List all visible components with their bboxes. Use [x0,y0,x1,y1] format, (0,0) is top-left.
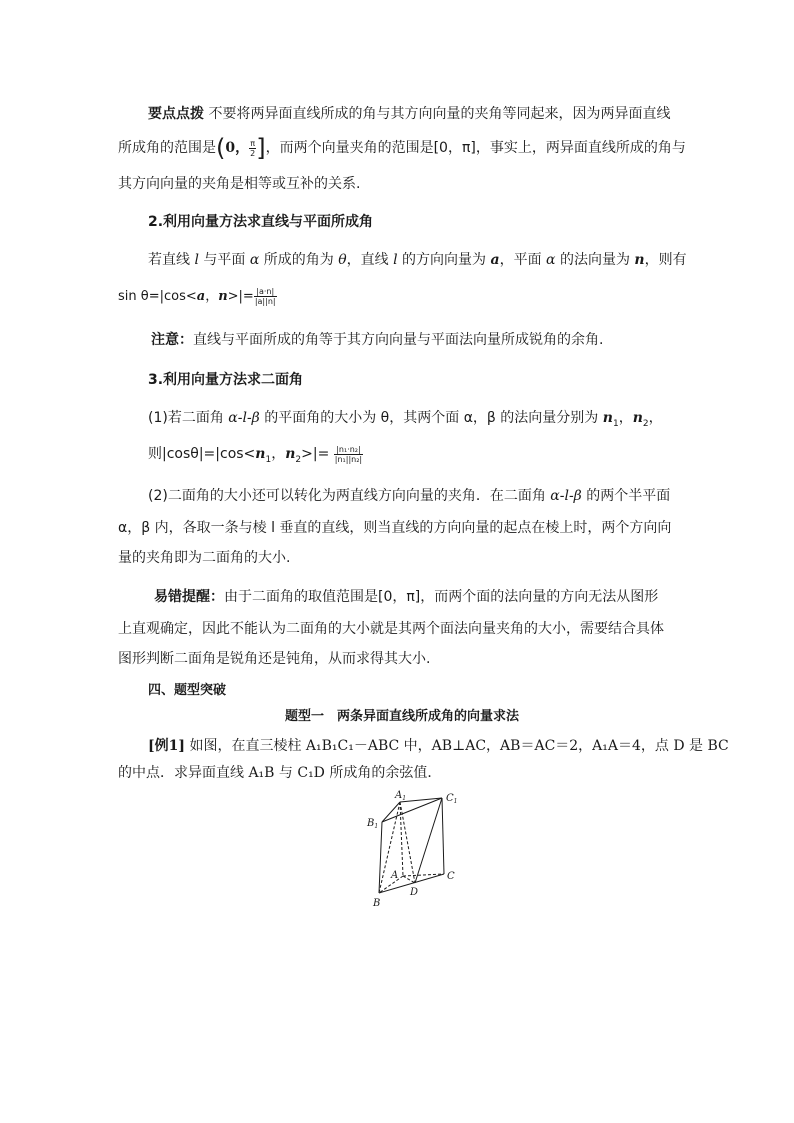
segment-A-D [403,876,415,883]
pi-over-2-fraction: $\frac{\pi}{2}$ [250,138,256,158]
section-3-heading: 3.利用向量方法求二面角 [148,372,304,388]
note-text: 直线与平面所成的角等于其方向向量与平面法向量所成锐角的余角. [193,332,604,348]
tip-line-2 [118,134,686,162]
type-1-title: 题型一 两条异面直线所成角的向量求法 [285,709,520,724]
warning-line-3: 图形判断二面角是锐角还是钝角，从而求得其大小. [118,651,431,667]
label-C1: $C_1$ [446,793,458,805]
section-2-line-1: 若直线 l 与平面 α 所成的角为 θ，直线 l 的方向向量为 a，平面 α 的法向量为 n，则有 [148,252,687,268]
section-3-item-1-line-1: (1)若二面角 α-l-β 的平面角的大小为 θ，其两个面 α，β 的法向量分别为 $n_1$，$n_2$， [148,410,663,429]
label-C: C [447,871,455,882]
section-3-item-1-line-2: 则$|\cos\theta|=|\cos<n_1$，$n_2>|=$ $\frac{\text{|n₁·n₂|}}{\text{|n₁||n₂|}}$ [148,444,363,465]
tip-text-2b: ，而两个向量夹角的范围是[0，π]，事实上，两异面直线所成的角与 [265,140,686,156]
tip-text-1: 不要将两异面直线所成的角与其方向向量的夹角等同起来，因为两异面直线 [208,106,671,122]
example-1-line-2: 的中点．求异面直线 A₁B 与 C₁D 所成角的余弦值． [118,765,442,781]
label-B1: $B_1$ [367,818,379,830]
tip-text-2a: 所成角的范围是 [118,140,216,156]
edge-B1-C1 [382,798,442,822]
note-line [151,330,603,350]
warning-line-1: 易错提醒：由于二面角的取值范围是[0，π]，而两个面的法向量的方向无法从图形 [154,589,659,605]
note-label: 注意： [151,332,193,348]
label-A1: $A_1$ [395,790,407,802]
range-zero: 0， [225,140,250,156]
warning-line-2: 上直观确定，因此不能认为二面角的大小就是其两个面法向量夹角的大小，需要结合具体 [118,621,664,637]
sin-formula-fraction: $\frac{|a\cdot n|}{|a||n|}$ [254,287,276,306]
section-3-item-2-line-1: (2)二面角的大小还可以转化为两直线方向向量的夹角．在二面角 α-l-β 的两个半平面 [148,488,671,504]
label-D: D [410,887,419,898]
section-2-formula: sin θ=|cos<a，n>|= $\frac{|a\cdot n|}{|a||n|}$ [118,287,276,306]
section-4-heading: 四、题型突破 [148,683,227,698]
tip-label: 要点点拨 [148,106,204,122]
example-1-label: [例1] [148,738,185,754]
segment-A1-D [400,802,415,883]
label-A: A [391,870,399,881]
section-3-item-2-line-2: α，β 内，各取一条与棱 l 垂直的直线，则当直线的方向向量的起点在棱上时，两个方向向 [118,520,672,536]
range-close-bracket: ] [256,134,266,162]
range-open-paren: ( [216,134,226,162]
section-3-item-2-line-3: 量的夹角即为二面角的大小. [118,550,291,566]
example-1-line-1: [例1] 如图，在直三棱柱 A₁B₁C₁－ABC 中，AB⊥AC，AB＝AC＝2，A₁A＝4，点 D 是 BC [148,738,729,754]
tip-text-3: 其方向向量的夹角是相等或互补的关系. [118,176,361,192]
label-B: B [373,898,381,909]
tip-line-3 [118,174,360,194]
tip-line-1 [148,104,670,124]
section-2-heading: 2.利用向量方法求直线与平面所成角 [148,214,374,230]
edge-C1-C [442,798,444,874]
prism-figure [355,788,475,913]
warning-label: 易错提醒： [154,589,224,605]
cos-formula-fraction: $\frac{\text{|n₁·n₂|}}{\text{|n₁||n₂|}}$ [334,444,363,464]
segment-C1-D [415,798,442,883]
